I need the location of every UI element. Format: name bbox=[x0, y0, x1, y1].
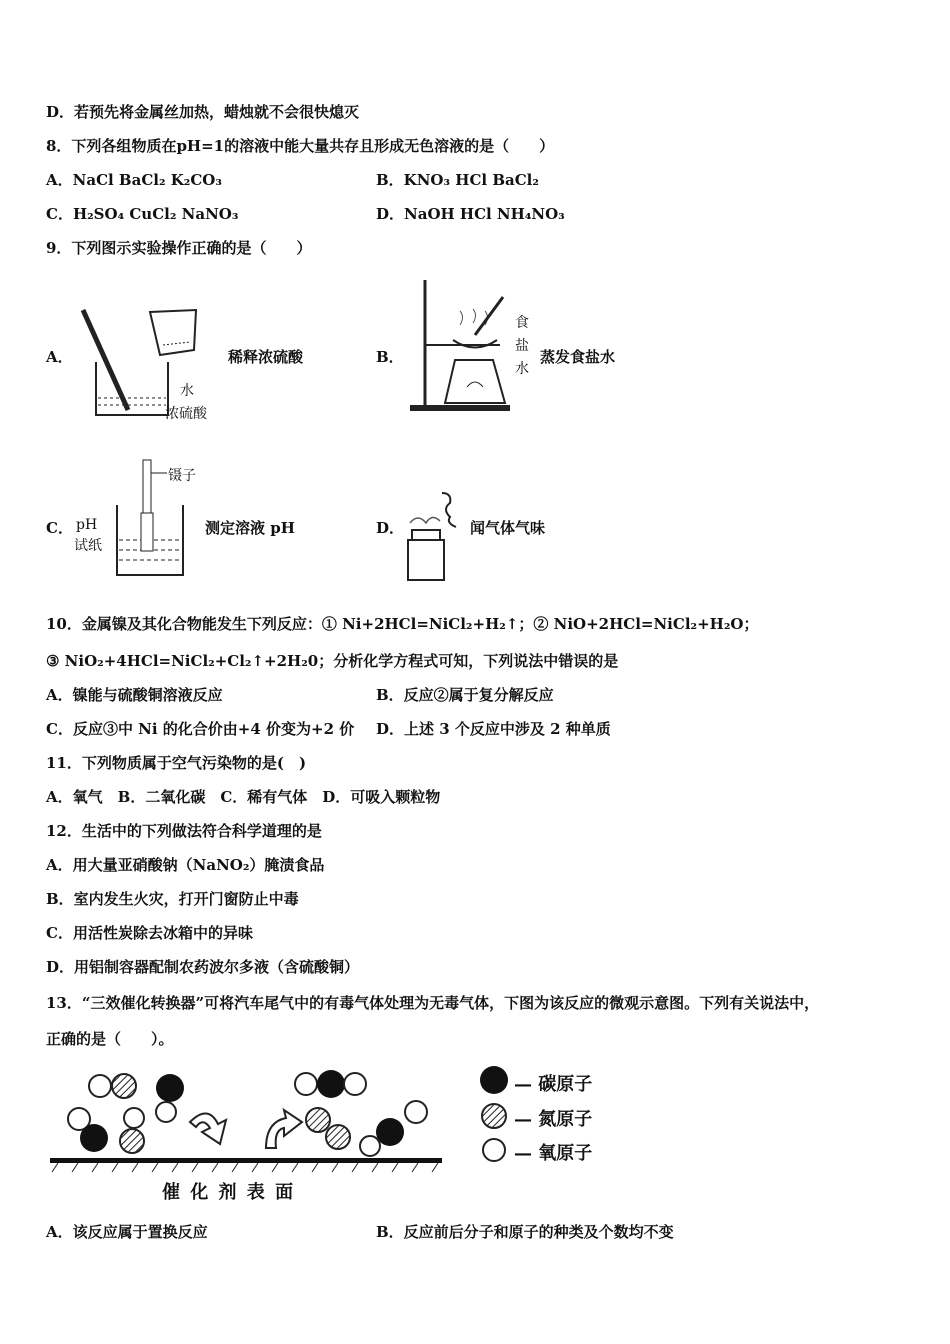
legend-oxygen: — 氧原子 bbox=[514, 1143, 593, 1164]
q13-option-b: B．反应前后分子和原子的种类及个数均不变 bbox=[376, 1223, 674, 1241]
label-yan: 盐 bbox=[515, 338, 529, 354]
q12-option-c: C．用活性炭除去冰箱中的异味 bbox=[46, 924, 253, 942]
q10-stem-1: 10．金属镍及其化合物能发生下列反应：① Ni+2HCl=NiCl₂+H₂↑；② NiO+2HCl=NiCl₂+H₂O； bbox=[46, 615, 759, 633]
q9-b-letter: B． bbox=[376, 348, 404, 366]
label-shi: 食 bbox=[515, 315, 529, 331]
q12-option-a: A．用大量亚硝酸钠（NaNO₂）腌渍食品 bbox=[46, 856, 325, 874]
tweezers-label: 镊子 bbox=[168, 468, 196, 484]
q12-stem: 12．生活中的下列做法符合科学道理的是 bbox=[46, 822, 322, 840]
legend-carbon: — 碳原子 bbox=[514, 1074, 593, 1095]
catalyst-surface-label: 催 化 剂 表 面 bbox=[162, 1182, 296, 1203]
q13-option-a: A．该反应属于置换反应 bbox=[46, 1223, 208, 1241]
q10-option-d: D．上述 3 个反应中涉及 2 种单质 bbox=[376, 720, 611, 738]
q12-option-b: B．室内发生火灾，打开门窗防止中毒 bbox=[46, 890, 299, 908]
q10-option-a: A．镍能与硫酸铜溶液反应 bbox=[46, 686, 223, 704]
q9-c-caption: 测定溶液 pH bbox=[205, 519, 295, 537]
q12-option-d: D．用铝制容器配制农药波尔多液（含硫酸铜） bbox=[46, 958, 360, 976]
q13-stem-2: 正确的是（ ）。 bbox=[46, 1030, 174, 1048]
smell-gas-diagram bbox=[400, 488, 470, 583]
q10-option-b: B．反应②属于复分解反应 bbox=[376, 686, 554, 704]
q8-option-d: D．NaOH HCl NH₄NO₃ bbox=[376, 205, 565, 223]
ph-label: pH bbox=[76, 517, 98, 533]
q9-d-caption: 闻气体气味 bbox=[470, 519, 546, 537]
conc-acid-label: 浓硫酸 bbox=[165, 406, 207, 422]
q8-option-c: C．H₂SO₄ CuCl₂ NaNO₃ bbox=[46, 205, 239, 223]
water-label: 水 bbox=[180, 383, 194, 399]
q10-stem-2: ③ NiO₂+4HCl=NiCl₂+Cl₂↑+2H₂0；分析化学方程式可知，下列说法中错误的是 bbox=[46, 652, 619, 670]
q9-stem: 9．下列图示实验操作正确的是（ ） bbox=[46, 239, 312, 257]
q10-option-c: C．反应③中 Ni 的化合价由+4 价变为+2 价 bbox=[46, 720, 355, 738]
label-shui: 水 bbox=[515, 361, 529, 377]
q9-d-letter: D． bbox=[376, 519, 405, 537]
q9-a-caption: 稀释浓硫酸 bbox=[228, 348, 304, 366]
q9-a-letter: A． bbox=[46, 348, 73, 366]
q11-options: A．氧气 B．二氧化碳 C．稀有气体 D．可吸入颗粒物 bbox=[46, 788, 441, 806]
q9-b-caption: 蒸发食盐水 bbox=[540, 348, 616, 366]
q8-stem: 8．下列各组物质在pH=1的溶液中能大量共存且形成无色溶液的是（ ） bbox=[46, 137, 555, 155]
q13-stem-1: 13．“三效催化转换器”可将汽车尾气中的有毒气体处理为无毒气体，下图为该反应的微观示意图。下列有关说法中， bbox=[46, 994, 820, 1012]
q7-option-d: D．若预先将金属丝加热，蜡烛就不会很快熄灭 bbox=[46, 103, 360, 121]
q8-option-a: A．NaCl BaCl₂ K₂CO₃ bbox=[46, 171, 222, 189]
q11-stem: 11．下列物质属于空气污染物的是( ) bbox=[46, 754, 307, 772]
q9-c-letter: C． bbox=[46, 519, 73, 537]
q8-option-b: B．KNO₃ HCl BaCl₂ bbox=[376, 171, 539, 189]
legend-nitrogen: — 氮原子 bbox=[514, 1109, 593, 1130]
test-paper-label: 试纸 bbox=[74, 538, 102, 554]
evaporation-diagram bbox=[405, 275, 515, 415]
